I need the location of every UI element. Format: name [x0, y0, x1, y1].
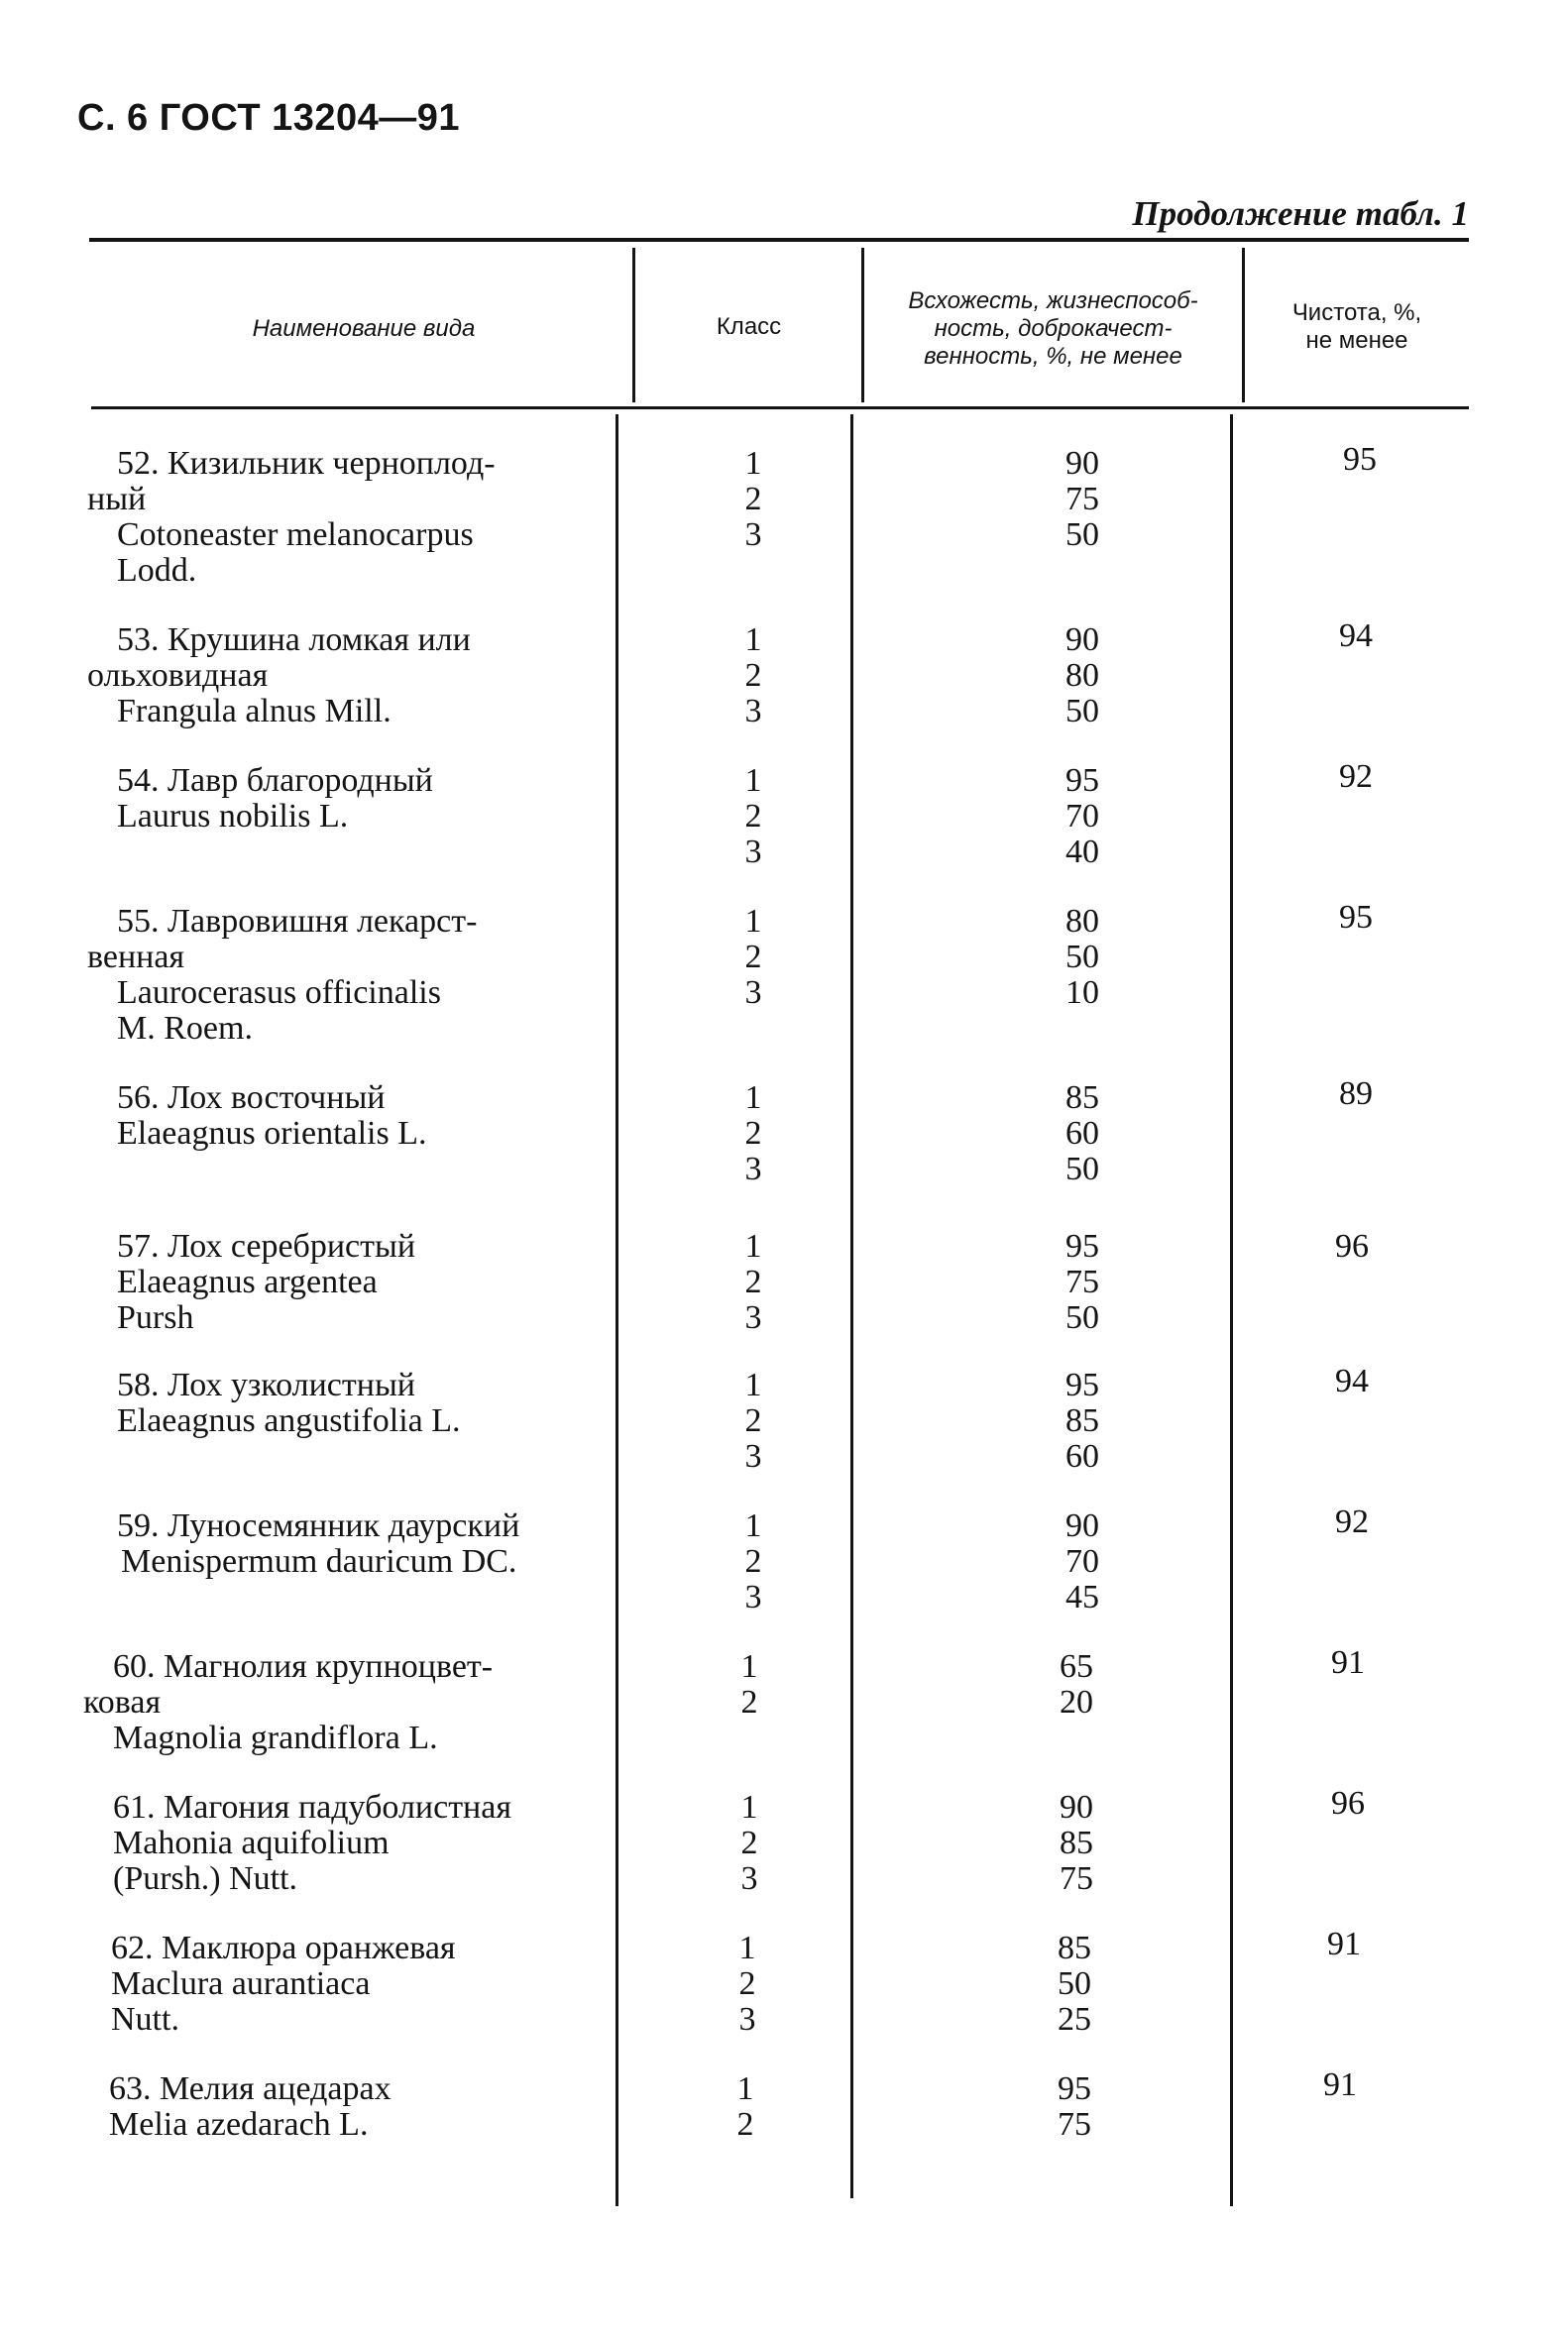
germination-value: 75: [1060, 1860, 1093, 1897]
column-header-germination-line: Всхожесть, жизнеспособ-: [908, 287, 1198, 314]
table-top-rule: [89, 238, 1469, 242]
germination-values: [1027, 1790, 1126, 1897]
germination-value: 90: [1065, 621, 1099, 658]
class-values: [708, 1931, 787, 2038]
species-name-line: 62. Маклюра оранжевая: [111, 1930, 456, 1966]
species-name: [87, 904, 477, 1047]
germination-value: 80: [1065, 657, 1099, 694]
class-value: 1: [744, 762, 762, 799]
germination-values: [1033, 622, 1132, 729]
column-header-germination: [864, 287, 1242, 371]
class-value: 2: [736, 2106, 754, 2143]
class-value: 1: [740, 1648, 758, 1685]
species-name-line: Frangula alnus Mill.: [117, 693, 392, 729]
class-value: 1: [736, 2070, 754, 2107]
germination-value: 25: [1058, 2001, 1091, 2038]
species-name-line: 61. Магония падуболистная: [113, 1789, 511, 1826]
germination-values: [1025, 1931, 1124, 2038]
class-value: 1: [744, 1367, 762, 1403]
germination-value: 80: [1065, 903, 1099, 940]
species-name-line: Magnolia grandiflora L.: [113, 1720, 438, 1756]
species-name-line: 58. Лох узколистный: [117, 1367, 415, 1403]
class-values: [714, 1508, 793, 1616]
germination-values: [1033, 446, 1132, 553]
species-name: [87, 1229, 415, 1336]
species-name-line: 54. Лавр благородный: [117, 762, 433, 799]
germination-values: [1027, 1649, 1126, 1721]
germination-value: 85: [1065, 1079, 1099, 1116]
column-header-class: Класс: [716, 313, 782, 340]
class-value: 1: [744, 445, 762, 482]
species-name: [87, 1368, 461, 1439]
species-name: [87, 622, 471, 729]
class-value: 2: [744, 1264, 762, 1300]
class-value: 1: [744, 1507, 762, 1544]
column-header-germination-line: ность, доброкачест-: [934, 315, 1173, 342]
class-value: 1: [744, 1228, 762, 1265]
class-value: 3: [744, 834, 762, 870]
class-value: 2: [744, 1402, 762, 1439]
species-name-line: Maclura aurantiaca: [111, 1965, 371, 2002]
species-name-line: Laurus nobilis L.: [117, 798, 349, 835]
germination-value: 95: [1058, 2070, 1091, 2107]
germination-value: 50: [1065, 693, 1099, 729]
class-value: 2: [744, 657, 762, 694]
species-name-line: Pursh: [117, 1299, 194, 1336]
header-divider-1: [632, 248, 635, 402]
species-name-line: ный: [87, 481, 147, 517]
germination-value: 65: [1060, 1648, 1093, 1685]
species-name-line: 60. Магнолия крупноцвет-: [113, 1648, 494, 1685]
column-header-purity: [1245, 299, 1469, 355]
germination-value: 20: [1060, 1684, 1093, 1721]
class-value: 1: [740, 1789, 758, 1826]
germination-value: 95: [1065, 762, 1099, 799]
purity-value: 96: [1331, 1785, 1365, 1822]
species-name-line: (Pursh.) Nutt.: [113, 1860, 298, 1897]
germination-value: 50: [1058, 1965, 1091, 2002]
germination-value: 95: [1065, 1228, 1099, 1265]
germination-value: 60: [1065, 1115, 1099, 1152]
species-name: [81, 1931, 456, 2038]
germination-value: 50: [1065, 516, 1099, 553]
species-name-line: ковая: [83, 1684, 162, 1721]
species-name-line: M. Roem.: [117, 1010, 253, 1047]
class-value: 2: [744, 481, 762, 517]
germination-value: 50: [1065, 1299, 1099, 1336]
column-header-species-name: Наименование вида: [252, 315, 476, 342]
germination-value: 45: [1065, 1579, 1099, 1616]
class-values: [714, 1368, 793, 1475]
species-name-line: 59. Луносемянник даурский: [117, 1507, 520, 1544]
species-name-line: 57. Лох серебристый: [117, 1228, 416, 1265]
species-name-line: Mahonia aquifolium: [113, 1825, 390, 1861]
species-name-line: Nutt.: [111, 2001, 179, 2038]
species-name-line: Elaeagnus angustifolia L.: [117, 1402, 461, 1439]
germination-values: [1033, 763, 1132, 870]
species-name: [87, 763, 433, 835]
germination-value: 70: [1065, 798, 1099, 835]
species-name-line: 55. Лавровишня лекарст-: [117, 903, 478, 940]
class-value: 3: [744, 516, 762, 553]
body-divider-2: [850, 414, 853, 2198]
class-value: 3: [744, 1299, 762, 1336]
germination-value: 90: [1065, 445, 1099, 482]
germination-values: [1033, 904, 1132, 1011]
species-name: [87, 446, 496, 589]
germination-value: 85: [1065, 1402, 1099, 1439]
species-name: [83, 1790, 511, 1897]
class-value: 3: [744, 1438, 762, 1475]
species-name-line: Elaeagnus orientalis L.: [117, 1115, 427, 1152]
class-value: 1: [744, 621, 762, 658]
species-name: [83, 1649, 493, 1756]
column-header-purity-line: Чистота, %,: [1291, 299, 1422, 326]
class-value: 2: [738, 1965, 756, 2002]
class-values: [710, 1649, 789, 1721]
column-header-purity-line: не менее: [1305, 327, 1408, 354]
class-value: 3: [744, 974, 762, 1011]
germination-value: 75: [1065, 1264, 1099, 1300]
germination-values: [1033, 1508, 1132, 1616]
purity-value: 89: [1339, 1075, 1373, 1112]
purity-value: 95: [1343, 441, 1377, 478]
class-value: 3: [744, 1151, 762, 1187]
purity-value: 96: [1335, 1228, 1369, 1265]
class-value: 1: [744, 903, 762, 940]
species-name-line: Melia azedarach L.: [109, 2106, 369, 2143]
germination-value: 50: [1065, 939, 1099, 975]
germination-values: [1033, 1368, 1132, 1475]
class-values: [706, 2071, 785, 2143]
class-values: [714, 763, 793, 870]
species-name-line: ольховидная: [87, 657, 269, 694]
germination-value: 85: [1058, 1930, 1091, 1966]
species-name: [87, 1080, 427, 1152]
germination-value: 75: [1065, 481, 1099, 517]
species-name-line: 56. Лох восточный: [117, 1079, 386, 1116]
class-values: [710, 1790, 789, 1897]
class-values: [714, 1229, 793, 1336]
table-header-bottom-rule: [91, 406, 1469, 409]
class-value: 2: [744, 1115, 762, 1152]
species-name: [87, 1508, 519, 1580]
germination-values: [1033, 1229, 1132, 1336]
species-name-line: Elaeagnus argentea: [117, 1264, 378, 1300]
class-value: 3: [738, 2001, 756, 2038]
page-header: С. 6 ГОСТ 13204—91: [77, 97, 461, 139]
purity-value: 95: [1339, 899, 1373, 936]
purity-value: 94: [1335, 1363, 1369, 1399]
class-value: 1: [744, 1079, 762, 1116]
purity-value: 92: [1339, 758, 1373, 795]
germination-values: [1033, 1080, 1132, 1187]
germination-value: 50: [1065, 1151, 1099, 1187]
class-value: 2: [744, 939, 762, 975]
column-header-germination-line: венность, %, не менее: [924, 343, 1182, 370]
species-name: [79, 2071, 392, 2143]
germination-values: [1025, 2071, 1124, 2143]
species-name-line: Menispermum dauricum DC.: [121, 1543, 517, 1580]
class-value: 2: [744, 1543, 762, 1580]
class-value: 3: [744, 693, 762, 729]
class-value: 2: [740, 1684, 758, 1721]
purity-value: 91: [1331, 1644, 1365, 1681]
germination-value: 40: [1065, 834, 1099, 870]
body-divider-3: [1230, 414, 1233, 2206]
class-value: 2: [740, 1825, 758, 1861]
body-divider-1: [616, 414, 618, 2206]
species-name-line: 63. Мелия ацедарах: [109, 2070, 392, 2107]
class-values: [714, 904, 793, 1011]
germination-value: 75: [1058, 2106, 1091, 2143]
class-values: [714, 622, 793, 729]
table-continuation-label: Продолжение табл. 1: [1132, 194, 1469, 233]
class-value: 2: [744, 798, 762, 835]
germination-value: 90: [1060, 1789, 1093, 1826]
species-name-line: Lodd.: [117, 552, 197, 589]
class-values: [714, 446, 793, 553]
class-value: 3: [740, 1860, 758, 1897]
class-value: 3: [744, 1579, 762, 1616]
purity-value: 91: [1327, 1926, 1361, 1962]
purity-value: 94: [1339, 617, 1373, 654]
class-values: [714, 1080, 793, 1187]
germination-value: 95: [1065, 1367, 1099, 1403]
germination-value: 90: [1065, 1507, 1099, 1544]
germination-value: 85: [1060, 1825, 1093, 1861]
species-name-line: венная: [87, 939, 185, 975]
germination-value: 70: [1065, 1543, 1099, 1580]
species-name-line: Laurocerasus officinalis: [117, 974, 441, 1011]
species-name-line: Cotoneaster melanocarpus: [117, 516, 474, 553]
germination-value: 10: [1065, 974, 1099, 1011]
purity-value: 91: [1323, 2066, 1357, 2103]
species-name-line: 52. Кизильник черноплод-: [117, 445, 496, 482]
class-value: 1: [738, 1930, 756, 1966]
germination-value: 60: [1065, 1438, 1099, 1475]
purity-value: 92: [1335, 1504, 1369, 1540]
species-name-line: 53. Крушина ломкая или: [117, 621, 471, 658]
